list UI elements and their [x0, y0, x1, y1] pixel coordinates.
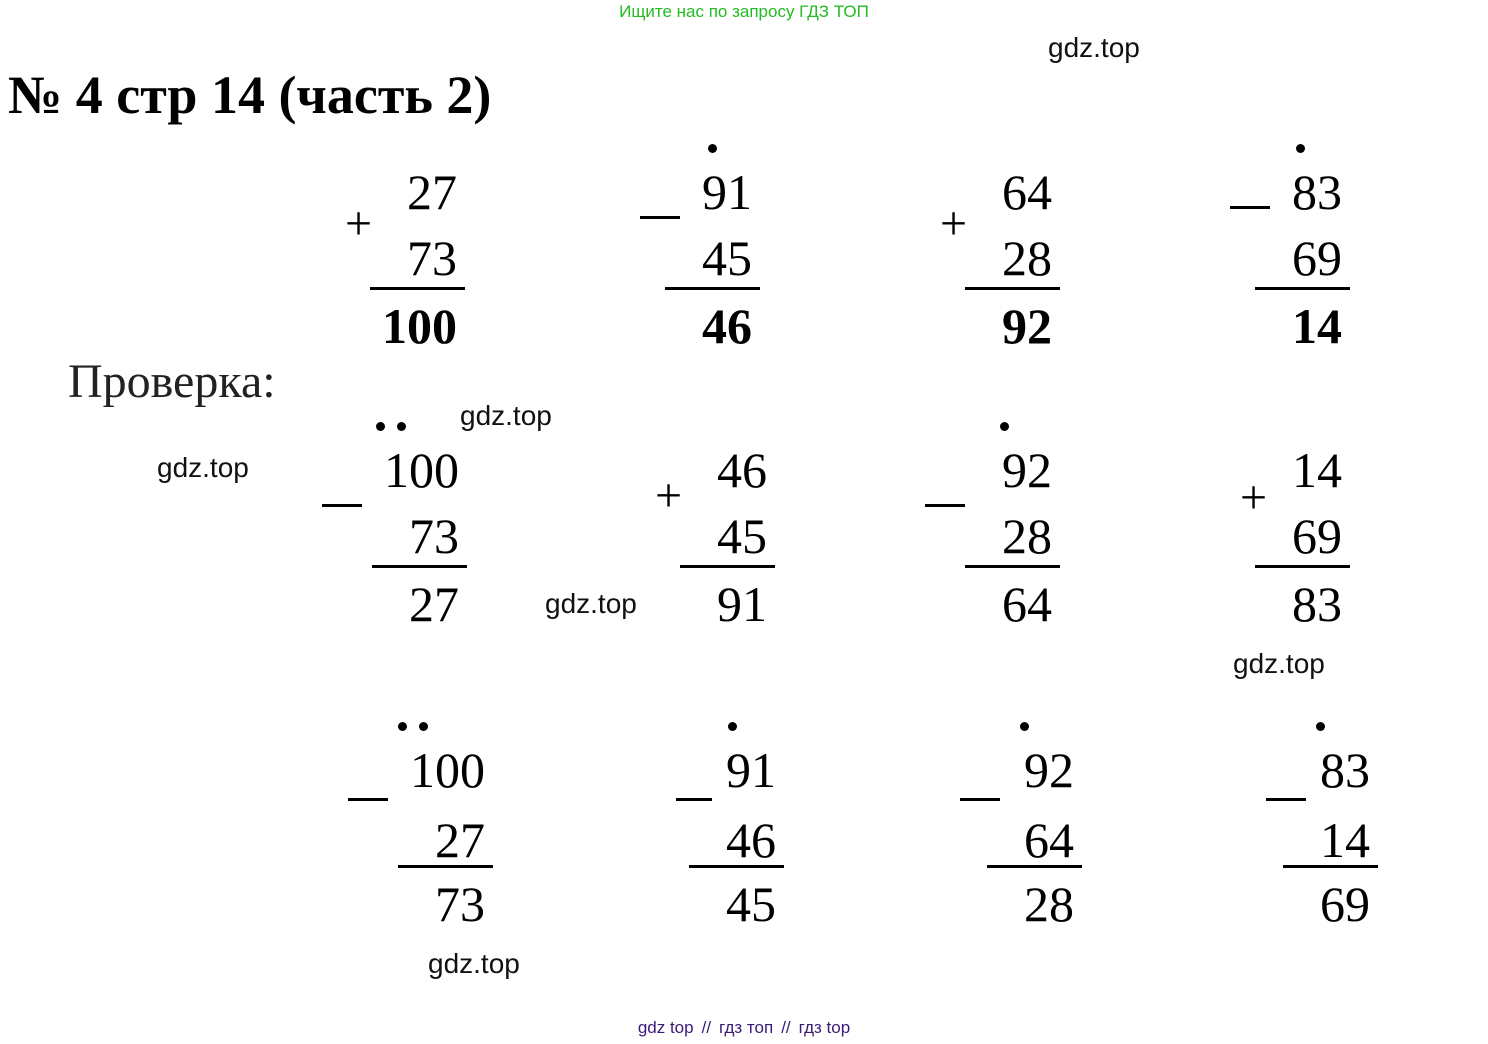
plus-sign: +: [655, 469, 683, 522]
footer-link[interactable]: гдз top: [798, 1018, 851, 1037]
calculation: [1230, 162, 1350, 367]
sum-line: [665, 287, 760, 290]
minus-sign: [640, 216, 680, 219]
operand-bottom: 69: [1292, 508, 1342, 564]
minus-sign: [960, 798, 1000, 801]
sum-line: [680, 565, 775, 568]
search-banner: Ищите нас по запросу ГДЗ ТОП: [619, 2, 869, 21]
operand-bottom: 45: [717, 508, 767, 564]
borrow-dots: [398, 722, 440, 731]
minus-sign: [1230, 206, 1270, 209]
plus-sign: +: [940, 197, 968, 250]
operand-top: 91: [702, 164, 752, 220]
operand-top: 92: [1002, 442, 1052, 498]
calculation: [1240, 440, 1350, 645]
sum-line: [370, 287, 465, 290]
operand-top: 83: [1320, 742, 1370, 798]
borrow-dots: [708, 144, 729, 153]
section-label-check: Проверка:: [68, 355, 276, 408]
borrow-dots: [1000, 422, 1021, 431]
operand-top: 91: [726, 742, 776, 798]
result: 64: [1002, 576, 1052, 632]
footer-separator: //: [701, 1018, 712, 1037]
borrow-dots: [728, 722, 749, 731]
minus-sign: [925, 504, 965, 507]
sum-line: [1255, 565, 1350, 568]
operand-bottom: 64: [1024, 812, 1074, 868]
calculation: [345, 162, 465, 367]
calculation: [348, 740, 493, 945]
result: 46: [702, 298, 752, 354]
plus-sign: +: [1240, 471, 1268, 524]
operand-bottom: 73: [407, 230, 457, 286]
sum-line: [1255, 287, 1350, 290]
sum-line: [1283, 865, 1378, 868]
footer-link[interactable]: gdz top: [637, 1018, 694, 1037]
calculation: [655, 440, 775, 645]
page-title: № 4 стр 14 (часть 2): [8, 65, 492, 125]
footer-links: [0, 1018, 1488, 1038]
operand-bottom: 45: [702, 230, 752, 286]
sum-line: [689, 865, 784, 868]
minus-sign: [1266, 798, 1306, 801]
watermark: gdz.top: [157, 452, 249, 483]
operand-bottom: 73: [409, 508, 459, 564]
operand-bottom: 28: [1002, 508, 1052, 564]
sum-line: [987, 865, 1082, 868]
calculation: [640, 162, 760, 367]
result: 83: [1292, 576, 1342, 632]
sum-line: [398, 865, 493, 868]
operand-bottom: 27: [435, 812, 485, 868]
result: 14: [1292, 298, 1342, 354]
footer-separator: //: [781, 1018, 791, 1037]
operand-top: 27: [407, 164, 457, 220]
borrow-dots: [1296, 144, 1317, 153]
watermark: gdz.top: [545, 588, 637, 619]
watermark: gdz.top: [428, 948, 520, 979]
operand-top: 100: [384, 442, 459, 498]
minus-sign: [676, 798, 712, 801]
result: 69: [1320, 876, 1370, 932]
borrow-dots: [1316, 722, 1337, 731]
result: 28: [1024, 876, 1074, 932]
result: 100: [382, 298, 457, 354]
minus-sign: [322, 504, 362, 507]
operand-bottom: 69: [1292, 230, 1342, 286]
minus-sign: [348, 798, 388, 801]
operand-top: 14: [1292, 442, 1342, 498]
borrow-dots: [376, 422, 418, 431]
calculation: [676, 740, 784, 945]
operand-bottom: 28: [1002, 230, 1052, 286]
borrow-dots: [1020, 722, 1041, 731]
result: 92: [1002, 298, 1052, 354]
plus-sign: +: [345, 197, 373, 250]
result: 91: [717, 576, 767, 632]
result: 45: [726, 876, 776, 932]
calculation: [925, 440, 1060, 645]
sum-line: [965, 287, 1060, 290]
calculation: [1266, 740, 1378, 945]
watermark: gdz.top: [460, 400, 552, 431]
sum-line: [965, 565, 1060, 568]
calculation: [322, 440, 467, 645]
result: 27: [409, 576, 459, 632]
operand-top: 100: [410, 742, 485, 798]
sum-line: [372, 565, 467, 568]
watermark: gdz.top: [1233, 648, 1325, 679]
footer-link[interactable]: гдз топ: [719, 1018, 774, 1037]
operand-top: 83: [1292, 164, 1342, 220]
operand-top: 46: [717, 442, 767, 498]
operand-top: 92: [1024, 742, 1074, 798]
watermark: gdz.top: [1048, 32, 1140, 63]
calculation: [960, 740, 1082, 945]
operand-bottom: 46: [726, 812, 776, 868]
result: 73: [435, 876, 485, 932]
operand-bottom: 14: [1320, 812, 1370, 868]
calculation: [940, 162, 1060, 367]
operand-top: 64: [1002, 164, 1052, 220]
